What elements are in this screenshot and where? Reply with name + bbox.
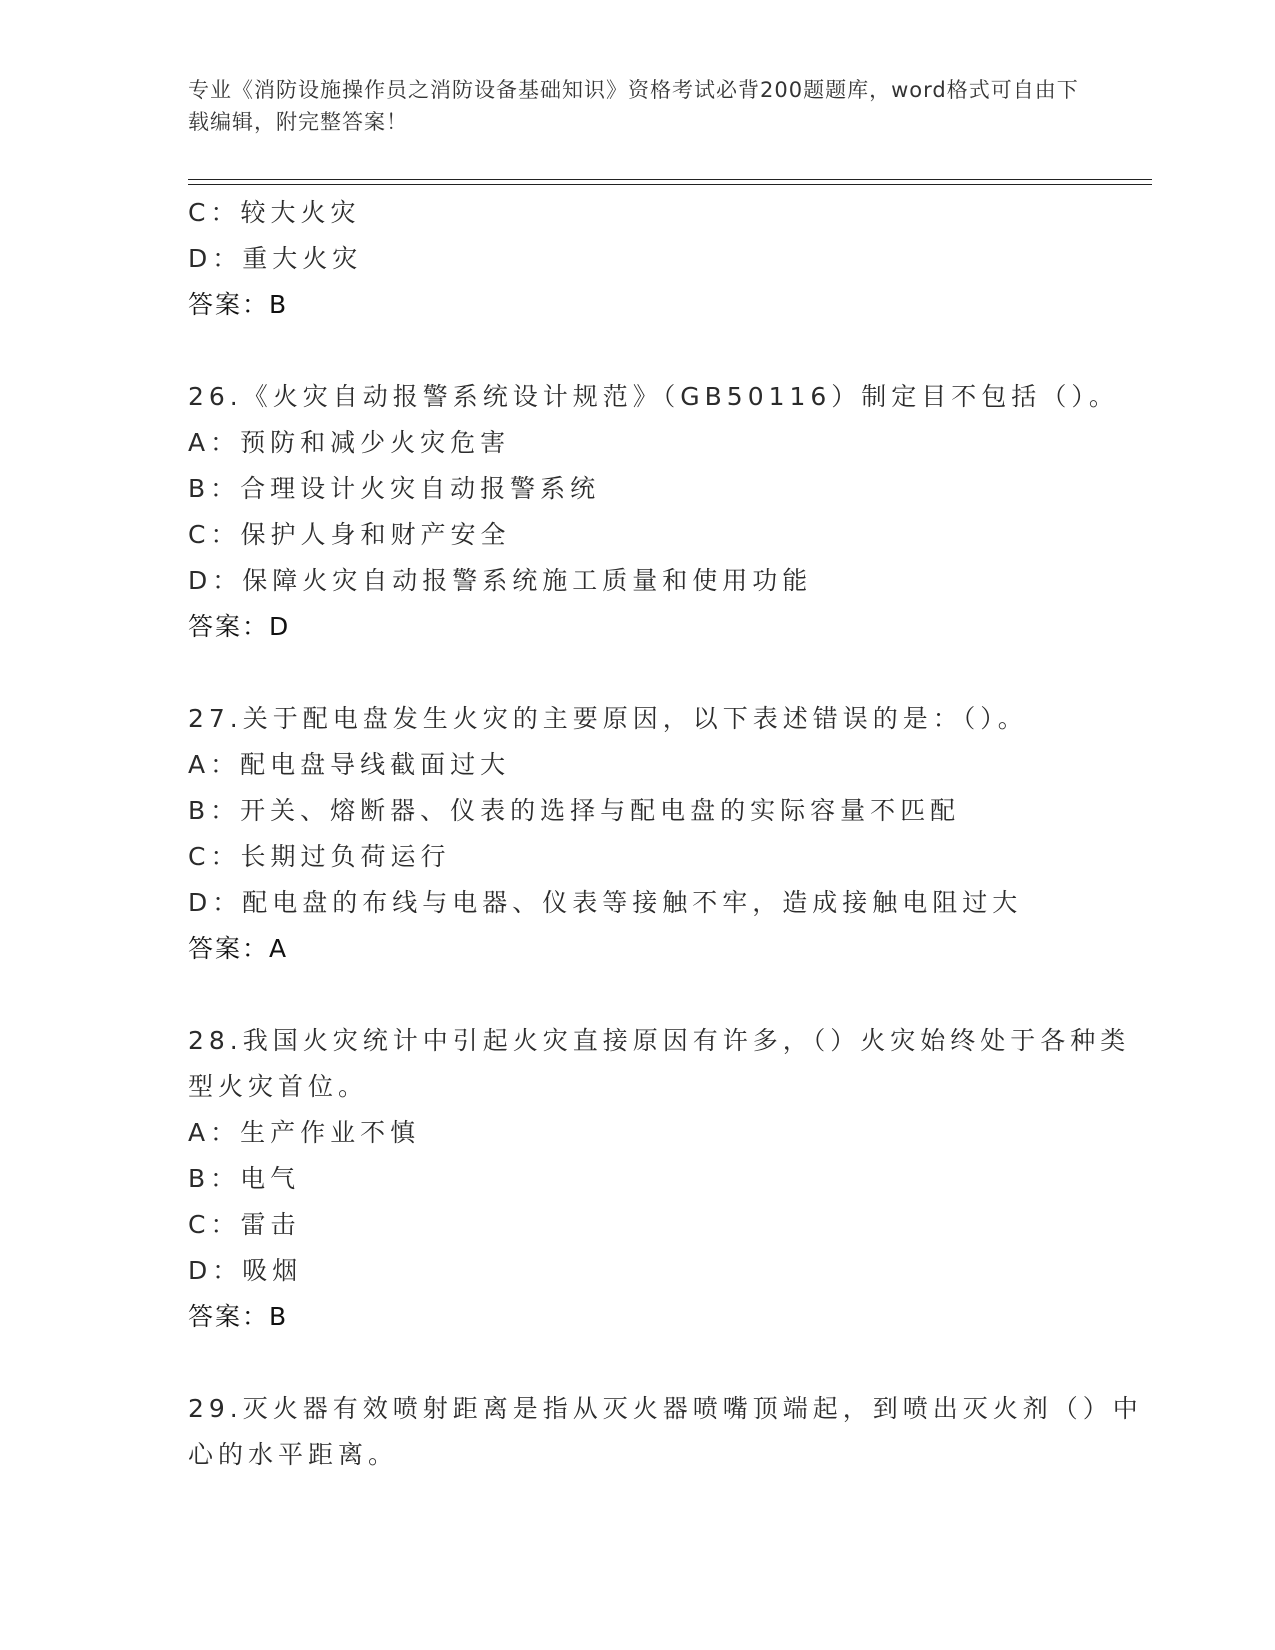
answer-line: 答案：A <box>188 934 289 963</box>
document-header: 专业《消防设施操作员之消防设备基础知识》资格考试必背200题题库，word格式可自由下载编辑，附完整答案！ <box>188 78 1079 134</box>
question-stem-26: 26.《火灾自动报警系统设计规范》（GB50116）制定目不包括（）。 <box>188 382 1119 411</box>
option-d: D：保障火灾自动报警系统施工质量和使用功能 <box>188 566 813 595</box>
option-a: A：配电盘导线截面过大 <box>188 750 511 779</box>
option-d: D：配电盘的布线与电器、仪表等接触不牢，造成接触电阻过大 <box>188 888 1023 917</box>
option-d: D：重大火灾 <box>188 244 363 273</box>
option-b: B：电气 <box>188 1164 301 1193</box>
option-a: A：预防和减少火灾危害 <box>188 428 511 457</box>
answer-line: 答案：D <box>188 612 291 641</box>
option-a: A：生产作业不慎 <box>188 1118 421 1147</box>
answer-line: 答案：B <box>188 290 289 319</box>
answer-line: 答案：B <box>188 1302 289 1331</box>
question-stem-28: 28.我国火灾统计中引起火灾直接原因有许多，（）火灾始终处于各种类型火灾首位。 <box>188 1026 1131 1101</box>
option-c: C：较大火灾 <box>188 198 361 227</box>
option-b: B：开关、熔断器、仪表的选择与配电盘的实际容量不匹配 <box>188 796 961 825</box>
spacer <box>188 972 1148 1018</box>
question-content <box>188 190 1148 1478</box>
option-b: B：合理设计火灾自动报警系统 <box>188 474 601 503</box>
spacer <box>188 1340 1148 1386</box>
question-stem-27: 27.关于配电盘发生火灾的主要原因，以下表述错误的是：（）。 <box>188 704 1028 733</box>
question-stem-29: 29.灭火器有效喷射距离是指从灭火器喷嘴顶端起，到喷出灭火剂（）中心的水平距离。 <box>188 1394 1143 1469</box>
spacer <box>188 650 1148 696</box>
option-c: C：雷击 <box>188 1210 301 1239</box>
spacer <box>188 328 1148 374</box>
option-d: D：吸烟 <box>188 1256 303 1285</box>
header-rule-top <box>188 179 1152 180</box>
option-c: C：保护人身和财产安全 <box>188 520 511 549</box>
option-c: C：长期过负荷运行 <box>188 842 451 871</box>
header-rule-bottom <box>188 184 1152 185</box>
